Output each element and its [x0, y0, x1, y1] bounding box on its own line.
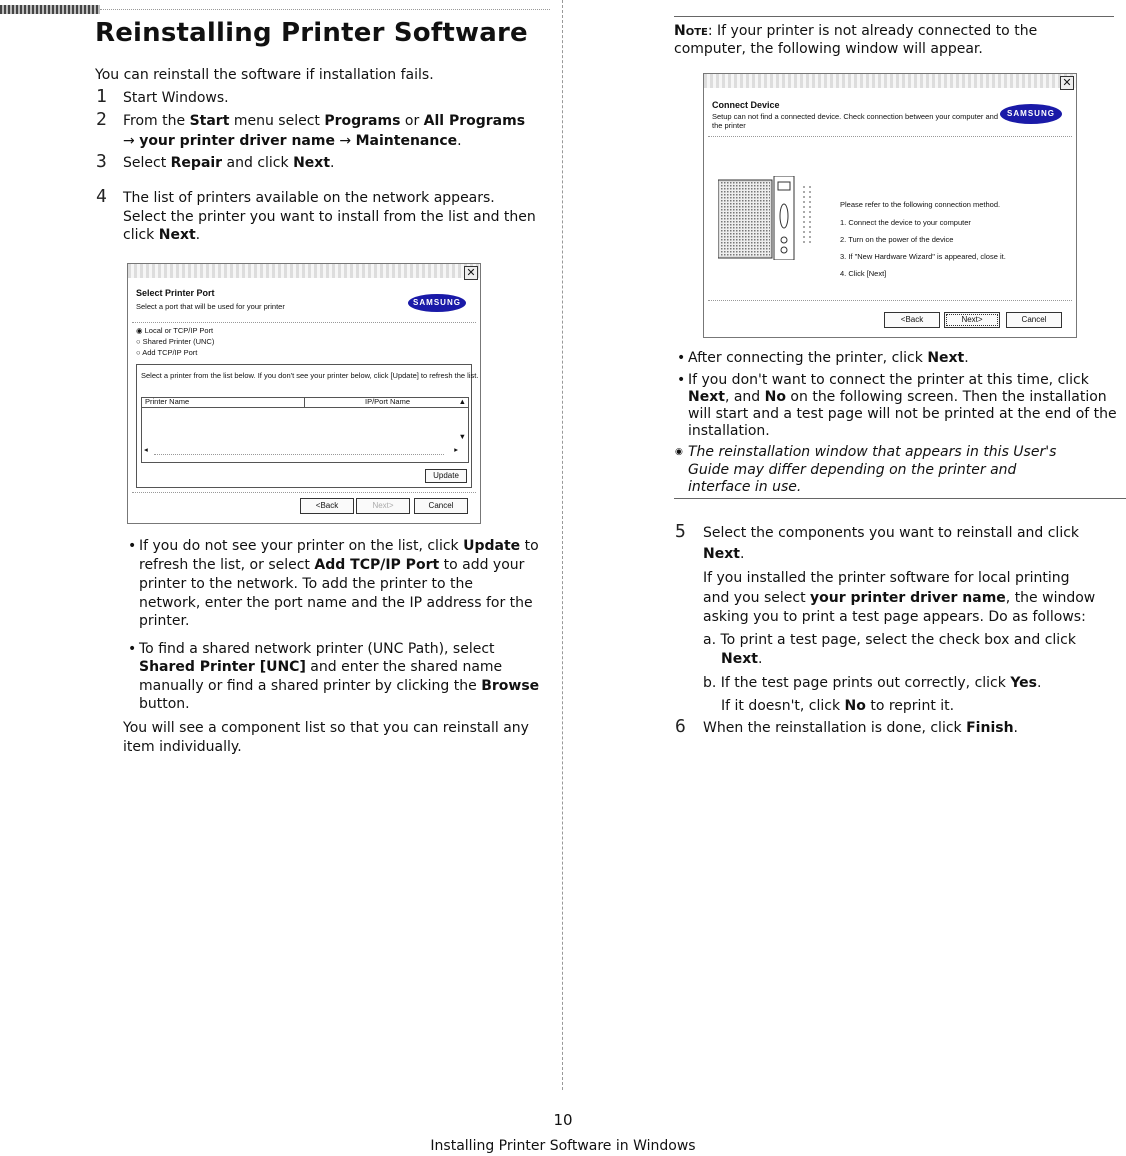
radio-local[interactable]: ◉ Local or TCP/IP Port [136, 326, 214, 335]
bullet-shared-line1: • To find a shared network printer (UNC Path), select [139, 640, 495, 658]
note-bottom-rule [674, 498, 1126, 499]
step-4-line2: Select the printer you want to install from the list and then [123, 209, 536, 225]
dialog-subtitle: Setup can not find a connected device. Check connection between your computer and [712, 112, 999, 121]
step-1-text: Start Windows. [123, 90, 229, 106]
bullet-dont-connect-line3: will start and a test page will not be printed at the end of the [688, 406, 1117, 422]
step-number: 4 [96, 186, 107, 207]
radio-shared[interactable]: ○ Shared Printer (UNC) [136, 337, 215, 346]
step-number: 6 [675, 716, 686, 737]
instruction-item: 4. Click [Next] [840, 269, 887, 278]
printer-list-panel [136, 364, 479, 488]
update-button[interactable]: Update [425, 469, 467, 483]
intro-text: You can reinstall the software if installation fails. [95, 67, 434, 83]
page-title: Reinstalling Printer Software [95, 18, 528, 48]
substep-b-line1: b. If the test page prints out correctly, click Yes. [703, 675, 1042, 691]
samsung-logo: SAMSUNG [408, 294, 466, 312]
dialog-subtitle: the printer [712, 121, 746, 130]
step-2-line2: → your printer driver name → Maintenance. [123, 133, 462, 149]
column-label: Printer Name [145, 397, 190, 406]
bullet-after-connecting: • After connecting the printer, click Next. [688, 349, 969, 367]
dialog-titlebar [128, 264, 480, 278]
column-label: IP/Port Name [365, 397, 411, 406]
column-divider [562, 0, 563, 1090]
bullet-update-line1: • If you do not see your printer on the list, click Update to [139, 537, 539, 555]
step-2-line1: From the Start menu select Programs or All Programs [123, 113, 526, 129]
radio-label: Shared Printer (UNC) [142, 337, 215, 346]
column-header[interactable] [305, 398, 468, 408]
scroll-right-icon[interactable]: ▸ [454, 445, 458, 454]
cancel-button[interactable]: Cancel [414, 498, 468, 514]
step-number: 5 [675, 521, 686, 542]
instruction-item: 1. Connect the device to your computer [840, 218, 971, 227]
dialog-separator [132, 322, 476, 323]
italic-note-line2: Guide may differ depending on the printer and [688, 462, 1017, 478]
closing-line2: item individually. [123, 739, 242, 755]
horizontal-scrollbar[interactable] [154, 454, 444, 455]
dialog-heading: Connect Device [712, 100, 780, 110]
footer-caption: Installing Printer Software in Windows [430, 1138, 696, 1154]
samsung-logo: SAMSUNG [1000, 104, 1062, 124]
step-5-line1: Select the components you want to reinstall and click [703, 525, 1080, 541]
header-decoration [0, 5, 100, 14]
next-button[interactable]: Next> [944, 312, 1000, 328]
radio-label: Add TCP/IP Port [142, 348, 198, 357]
closing-line1: You will see a component list so that you can reinstall any [123, 720, 529, 736]
cancel-button[interactable]: Cancel [1006, 312, 1062, 328]
substep-b-line2: If it doesn't, click No to reprint it. [721, 698, 955, 714]
connect-device-screenshot [703, 73, 1077, 338]
note-top-rule [674, 16, 1114, 17]
back-button[interactable]: <Back [884, 312, 940, 328]
instruction-item: 3. If "New Hardware Wizard" is appeared, close it. [840, 252, 1006, 261]
scroll-down-icon[interactable]: ▼ [458, 432, 466, 441]
radio-label: Local or TCP/IP Port [144, 326, 214, 335]
close-icon[interactable]: ✕ [1060, 76, 1074, 90]
refer-text: Please refer to the following connection method. [840, 200, 1001, 209]
step-4-line3: click Next. [123, 227, 201, 243]
bullet-update-line3: printer to the network. To add the printer to the [139, 576, 474, 592]
page-number: 10 [553, 1111, 573, 1129]
instruction-item: 2. Turn on the power of the device [840, 235, 954, 244]
substep-a-line1: a. To print a test page, select the check box and click [703, 632, 1076, 648]
local-printing-line1: If you installed the printer software for local printing [703, 570, 1070, 586]
bullet-shared-line4: button. [139, 696, 190, 712]
back-button[interactable]: <Back [300, 498, 354, 514]
bullet-dont-connect-line1: • If you don't want to connect the printer at this time, click [688, 371, 1089, 389]
step-number: 1 [96, 86, 107, 107]
header-rule [100, 9, 550, 10]
local-printing-line3: asking you to print a test page appears. Do as follows: [703, 609, 1086, 625]
note-line2: computer, the following window will appear. [674, 41, 983, 57]
bullet-dont-connect-line2: Next, and No on the following screen. Then the installation [688, 389, 1107, 405]
italic-note-line1: The reinstallation window that appears in this User's [688, 444, 1057, 460]
local-printing-line2: and you select your printer driver name, the window [703, 590, 1096, 606]
note-bullet-icon: ◉ [675, 447, 683, 457]
printer-list[interactable] [141, 397, 469, 463]
dialog-separator [708, 136, 1072, 137]
step-number: 2 [96, 109, 107, 130]
scroll-left-icon[interactable]: ◂ [144, 445, 148, 454]
step-4-line1: The list of printers available on the network appears. [123, 190, 495, 206]
bullet-dont-connect-line4: installation. [688, 423, 770, 439]
connection-diagram-icon [718, 176, 818, 260]
close-icon[interactable]: ✕ [464, 266, 478, 280]
dialog-subtitle: Select a port that will be used for your printer [136, 302, 285, 311]
list-instruction: Select a printer from the list below. If you don't see your printer below, click [Update] to refresh the list. [141, 371, 479, 380]
bullet-update-line4: network, enter the port name and the IP address for the [139, 595, 533, 611]
step-number: 3 [96, 151, 107, 172]
next-button[interactable]: Next> [356, 498, 410, 514]
step-5-line2: Next. [703, 546, 745, 562]
select-printer-port-screenshot [127, 263, 481, 524]
scroll-up-icon[interactable]: ▲ [458, 397, 466, 406]
column-header[interactable] [142, 398, 305, 408]
bullet-shared-line2: Shared Printer [UNC] and enter the shared name [139, 659, 503, 675]
step-3-text: Select Repair and click Next. [123, 155, 335, 171]
bullet-shared-line3: manually or find a shared printer by clicking the Browse [139, 678, 540, 694]
step-6-text: When the reinstallation is done, click Finish. [703, 720, 1018, 736]
substep-a-line2: Next. [721, 651, 763, 667]
dialog-separator [708, 300, 1072, 301]
italic-note-line3: interface in use. [688, 479, 802, 495]
bullet-update-line2: refresh the list, or select Add TCP/IP Port to add your [139, 557, 525, 573]
bullet-update-line5: printer. [139, 613, 190, 629]
note-line1: Note: If your printer is not already connected to the [674, 23, 1038, 39]
radio-add-tcpip[interactable]: ○ Add TCP/IP Port [136, 348, 198, 357]
dialog-separator [132, 492, 476, 493]
dialog-heading: Select Printer Port [136, 288, 215, 298]
dialog-titlebar [704, 74, 1076, 88]
